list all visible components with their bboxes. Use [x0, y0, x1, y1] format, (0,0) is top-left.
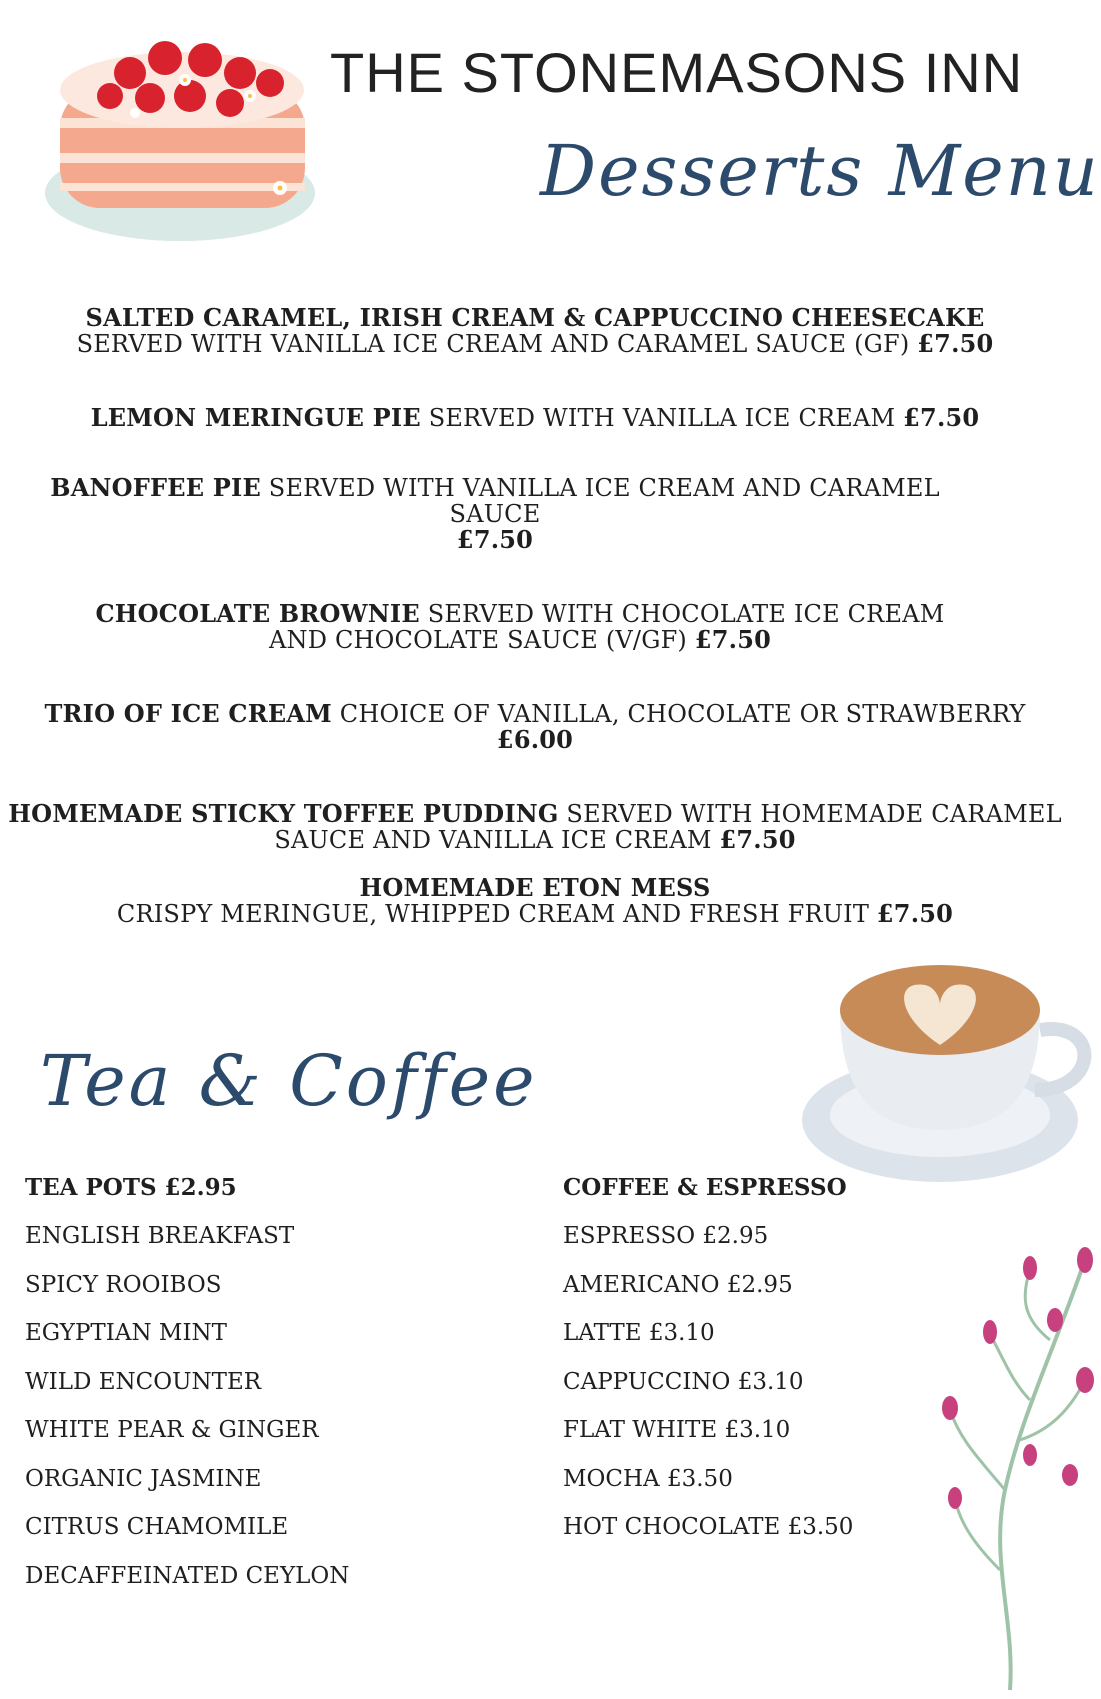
- coffee-heading: COFFEE & ESPRESSO: [563, 1174, 847, 1201]
- list-item: ENGLISH BREAKFAST: [25, 1223, 295, 1249]
- desserts-list: [0, 305, 1070, 975]
- dessert-name: LEMON MERINGUE PIE: [90, 403, 421, 432]
- dessert-name: SALTED CARAMEL, IRISH CREAM & CAPPUCCINO CHEESECAKE: [85, 303, 985, 332]
- dessert-item: [0, 475, 1070, 553]
- coffee-cup-icon: [800, 950, 1095, 1190]
- dessert-name: TRIO OF ICE CREAM: [44, 699, 332, 728]
- tea-column: [25, 1174, 349, 1610]
- dessert-name: BANOFFEE PIE: [50, 473, 261, 502]
- list-item: MOCHA £3.50: [563, 1465, 733, 1492]
- tea-heading: TEA POTS £2.95: [25, 1174, 237, 1201]
- dessert-item: [0, 875, 1070, 927]
- list-item: HOT CHOCOLATE £3.50: [563, 1514, 854, 1540]
- dessert-desc: SERVED WITH CHOCOLATE ICE CREAM AND CHOCOLATE SAUCE (V/GF): [268, 600, 945, 654]
- list-item: DECAFFEINATED CEYLON: [25, 1562, 350, 1589]
- list-item: LATTE £3.10: [563, 1320, 715, 1346]
- list-item: CITRUS CHAMOMILE: [25, 1514, 289, 1540]
- list-item: ESPRESSO £2.95: [563, 1223, 769, 1249]
- dessert-name: CHOCOLATE BROWNIE: [95, 599, 420, 628]
- dessert-price: £7.50: [719, 825, 796, 854]
- list-item: WILD ENCOUNTER: [25, 1368, 262, 1395]
- dessert-item: [0, 601, 1070, 653]
- flower-sprig-icon: [930, 1240, 1100, 1690]
- list-item: WHITE PEAR & GINGER: [25, 1417, 319, 1443]
- tea-coffee-script-title: Tea & Coffee: [40, 1040, 538, 1122]
- list-item: AMERICANO £2.95: [563, 1271, 793, 1298]
- dessert-desc: SERVED WITH VANILLA ICE CREAM AND CARAMEL SAUCE (GF): [76, 330, 910, 358]
- dessert-price: £7.50: [456, 525, 534, 554]
- dessert-desc: SERVED WITH VANILLA ICE CREAM AND CARAMEL SAUCE: [268, 474, 940, 528]
- dessert-desc: CRISPY MERINGUE, WHIPPED CREAM AND FRESH FRUIT: [116, 900, 870, 928]
- dessert-price: £7.50: [876, 899, 954, 928]
- desserts-menu-script-title: Desserts Menu: [540, 130, 1100, 212]
- dessert-price: £7.50: [917, 329, 994, 358]
- dessert-name: HOMEMADE ETON MESS: [359, 873, 711, 902]
- dessert-item: [0, 305, 1070, 357]
- list-item: CAPPUCCINO £3.10: [563, 1368, 804, 1395]
- dessert-price: £6.00: [496, 725, 574, 754]
- list-item: SPICY ROOIBOS: [25, 1271, 222, 1298]
- dessert-desc: SERVED WITH HOMEMADE CARAMEL SAUCE AND VANILLA ICE CREAM: [274, 800, 1062, 854]
- dessert-desc: SERVED WITH VANILLA ICE CREAM: [428, 404, 896, 432]
- dessert-desc: CHOICE OF VANILLA, CHOCOLATE OR STRAWBERRY: [339, 700, 1026, 728]
- restaurant-title: THE STONEMASONS INN: [330, 41, 1024, 104]
- list-item: ORGANIC JASMINE: [25, 1465, 262, 1492]
- dessert-item: [0, 405, 1070, 431]
- dessert-price: £7.50: [903, 403, 980, 432]
- list-item: EGYPTIAN MINT: [25, 1320, 227, 1346]
- dessert-price: £7.50: [694, 625, 771, 654]
- dessert-item: [0, 801, 1070, 853]
- coffee-column: [563, 1174, 853, 1562]
- dessert-name: HOMEMADE STICKY TOFFEE PUDDING: [8, 799, 559, 828]
- cake-illustration-icon: [40, 18, 320, 250]
- list-item: FLAT WHITE £3.10: [563, 1417, 791, 1443]
- dessert-item: [0, 701, 1070, 753]
